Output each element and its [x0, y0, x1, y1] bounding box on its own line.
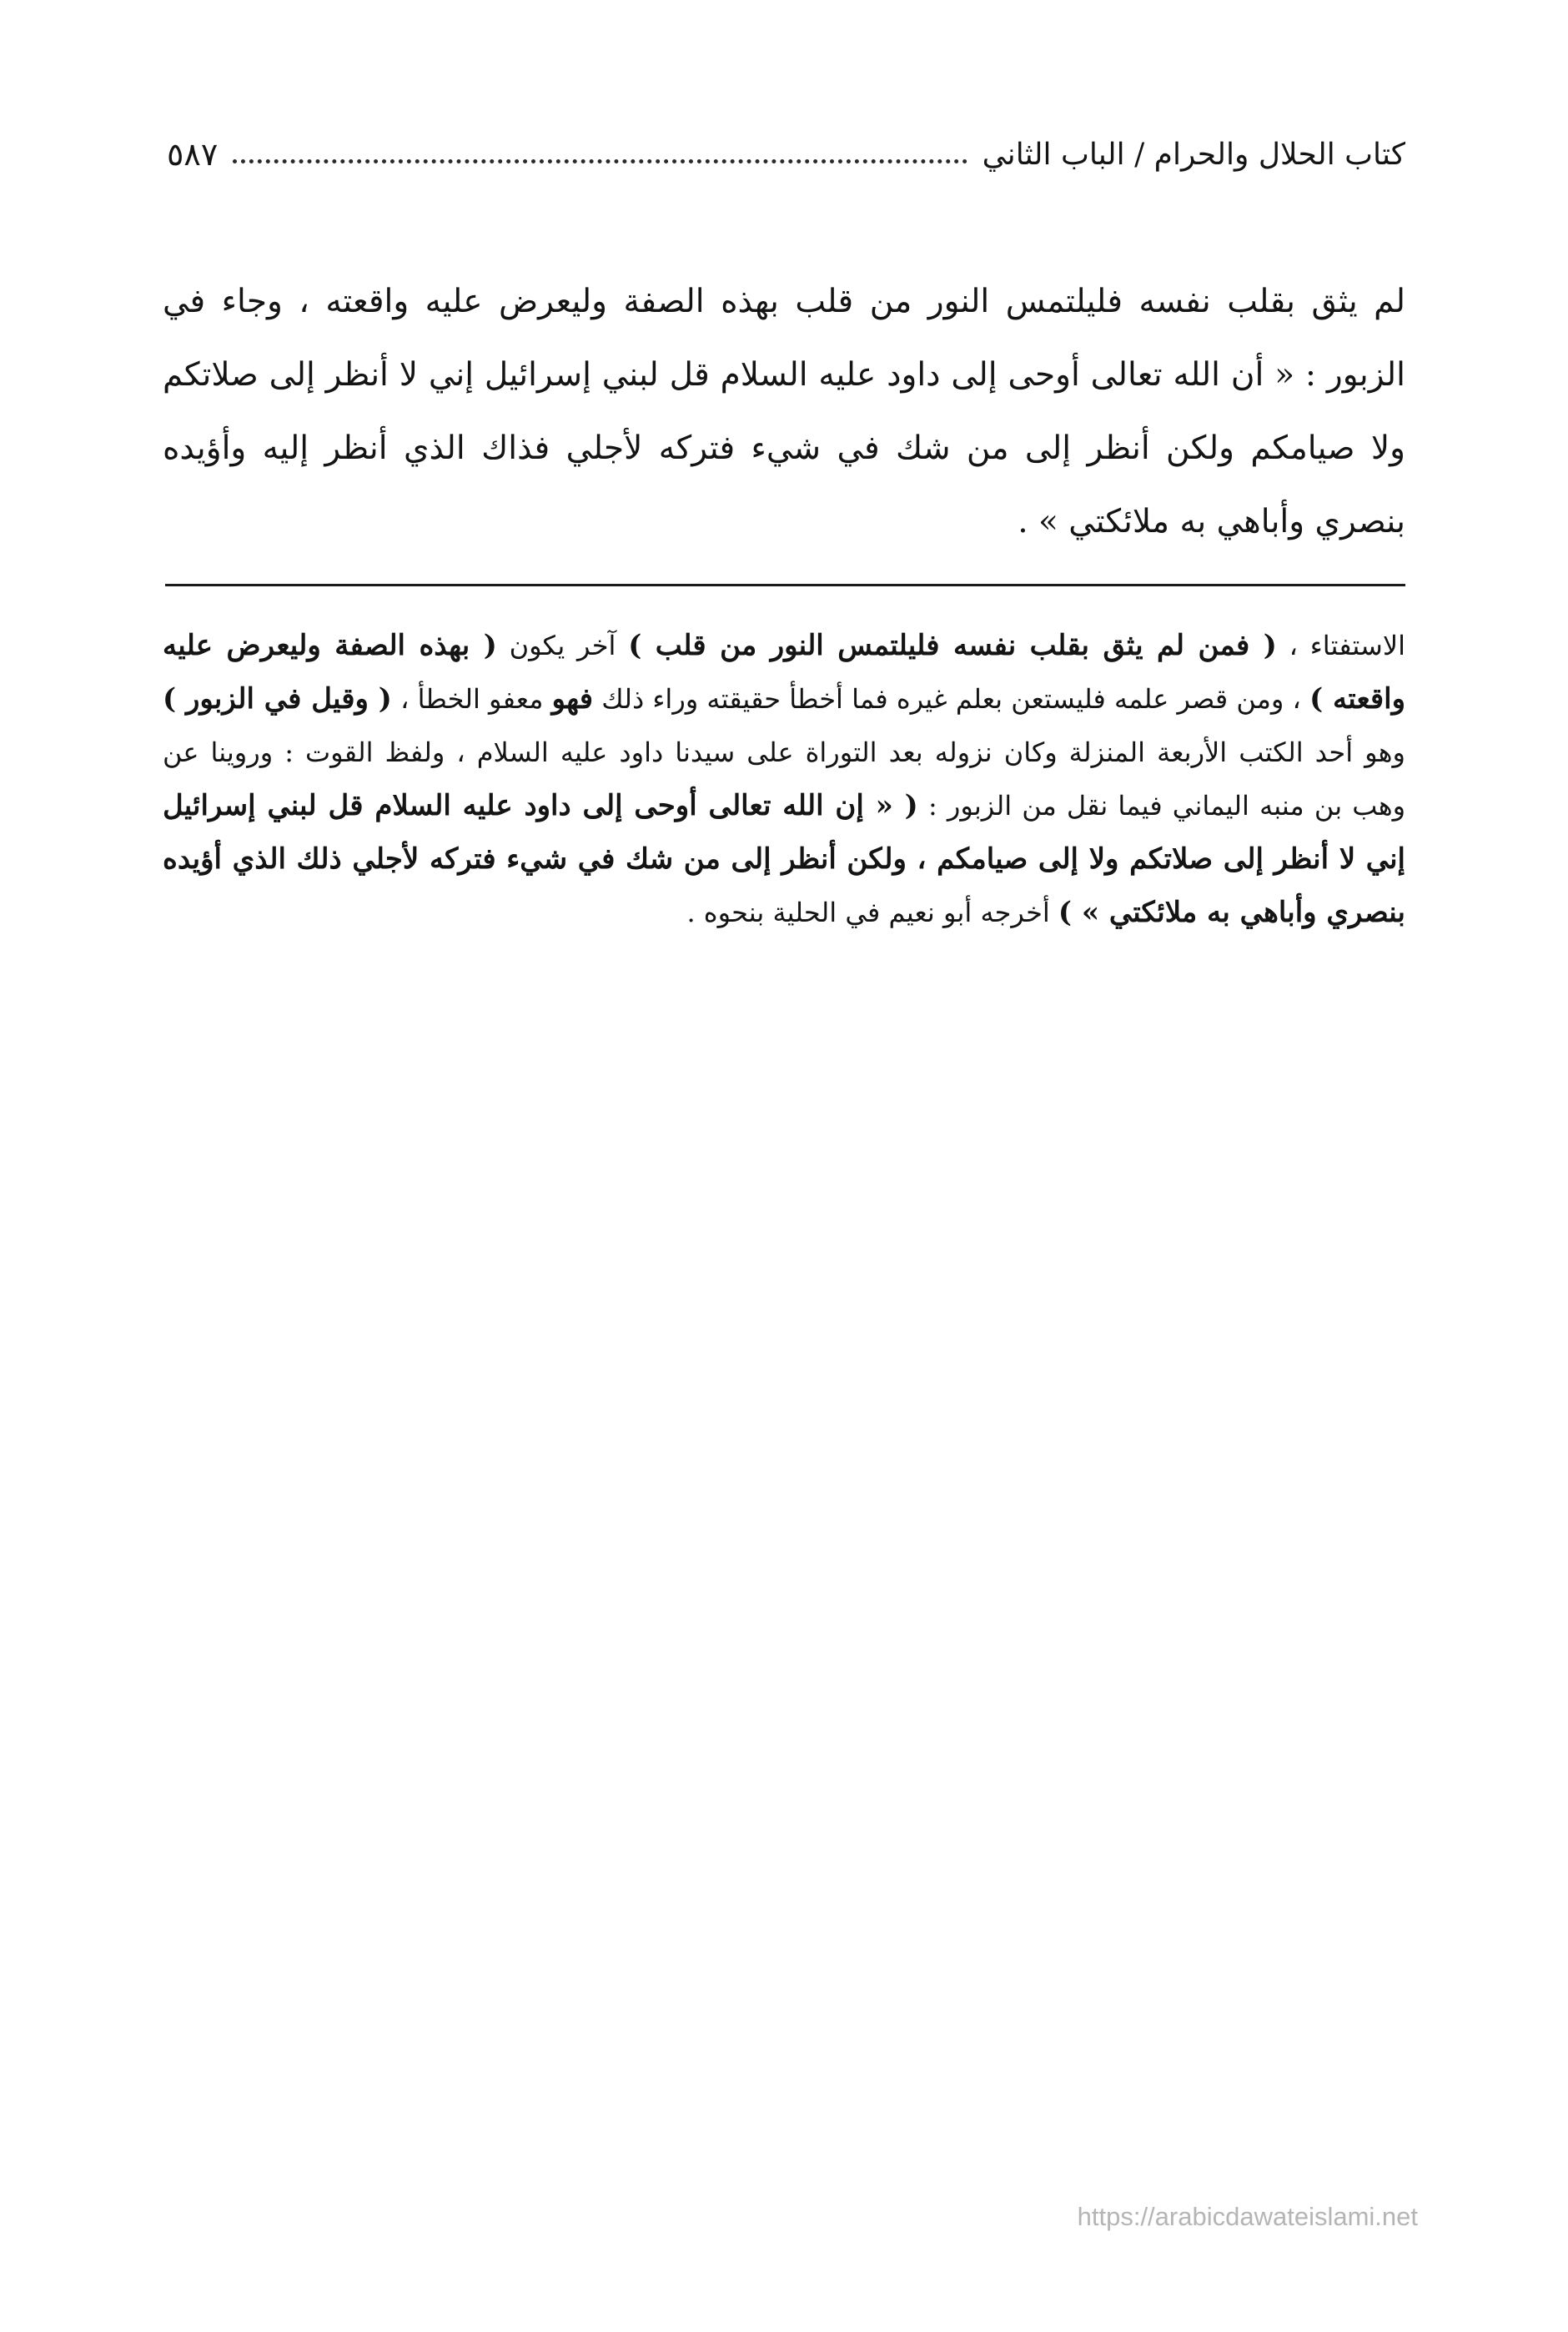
running-title: كتاب الحلال والحرام / الباب الثاني [982, 137, 1405, 172]
quoted-matn: ( بهذه الصفة وليعرض عليه واقعته ) [163, 629, 1406, 716]
main-text: لم يثق بقلب نفسه فليلتمس النور من قلب بهذه الصفة وليعرض عليه واقعته ، وجاء في الزبور : « أن الله تعالى أوحى إلى داود عليه السلام قل لبني إسرائيل إني لا أنظر إلى صلاتكم ولا صيامكم ولكن أنظر إلى من شك في شيء فتركه لأجلي فذاك الذي أنظر إليه وأؤيده بنصري وأباهي به ملائكتي » . [163, 283, 1405, 540]
quoted-matn: ( « إن الله تعالى أوحى إلى داود عليه السلام قل لبني إسرائيل إني لا أنظر إلى صلاتكم ولا إلى صيامكم ، ولكن أنظر إلى من شك في شيء فتركه لأجلي ذلك الذي أؤيده بنصري وأباهي به ملائكتي » ) [163, 789, 1405, 929]
commentary-text: آخر يكون [509, 630, 616, 661]
commentary-text: وهو أحد الكتب الأربعة المنزلة وكان نزوله بعد التوراة على سيدنا داود عليه السلام ، ولفظ القوت : وروينا عن وهب بن منبه اليماني فيما نقل من الزبور : [163, 736, 1406, 822]
quoted-matn: ( فمن لم يثق بقلب نفسه فليلتمس النور من قلب ) [628, 629, 1277, 662]
page-header [167, 125, 1405, 183]
dotted-leader [233, 159, 967, 163]
commentary-text: ، ومن قصر علمه فليستعن بعلم غيره فما أخطأ حقيقته وراء ذلك [601, 683, 1301, 715]
quoted-matn: فهو [551, 682, 594, 716]
footnote-commentary [163, 619, 1405, 939]
commentary-text: أخرجه أبو نعيم في الحلية بنحوه . [686, 897, 1050, 928]
quoted-matn: ( وقيل في الزبور ) [163, 682, 392, 716]
commentary-text: معفو الخطأ ، [400, 683, 544, 715]
watermark-url: https://arabicdawateislami.net [1077, 2202, 1418, 2231]
footnote-divider [165, 584, 1405, 586]
commentary-text: الاستفتاء ، [1289, 630, 1406, 661]
page-number: ٥٨٧ [167, 136, 219, 173]
